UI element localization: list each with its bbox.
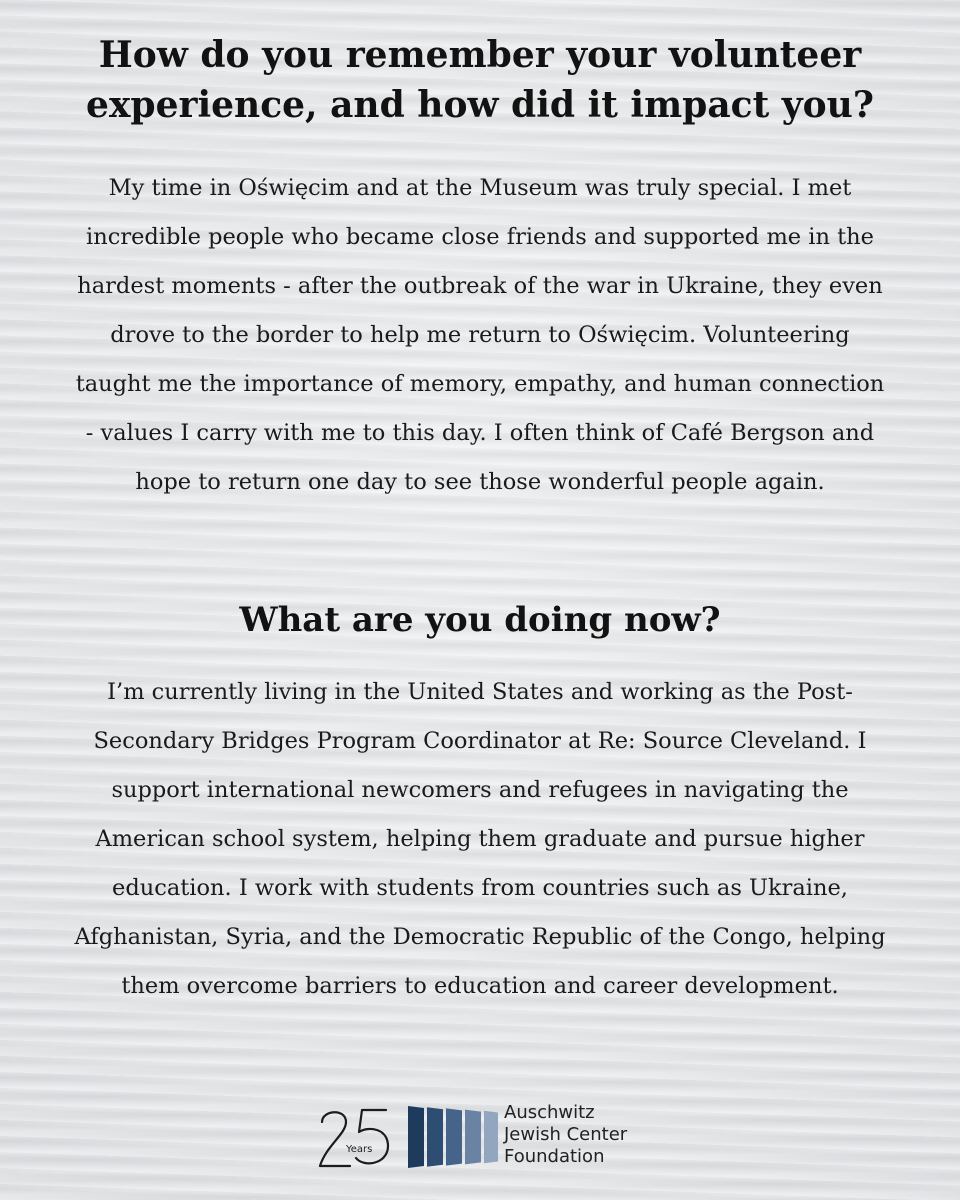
logo-bar	[427, 1107, 443, 1167]
foundation-bars-icon	[402, 1104, 498, 1170]
question-title-doing-now: What are you doing now?	[239, 600, 721, 640]
anniversary-years-label: Years	[346, 1144, 373, 1155]
logo-bar	[408, 1106, 424, 1168]
foundation-name	[504, 1102, 646, 1168]
logo-bar	[484, 1111, 498, 1163]
logo-bar	[446, 1108, 462, 1165]
question-title-volunteer-experience: How do you remember your volunteer experience, and how did it impact you?	[86, 34, 874, 126]
foundation-name-line-1: Auschwitz	[504, 1102, 595, 1123]
foundation-name-line-3: Foundation	[504, 1146, 605, 1167]
anniversary-25-years-logo	[316, 1102, 396, 1172]
answer-volunteer-experience: My time in Oświęcim and at the Museum was truly special. I met incredible people who became close friends and supported me in the hardest moments - after the outbreak of the war in Ukraine, they even drove to the border to help me return to Oświęcim. Volunteering taught me the importance of memory, empathy, and human connection - values I carry with me to this day. I often think of Café Bergson and hope to return one day to see those wonderful people again.	[75, 175, 885, 495]
foundation-logo	[316, 1102, 646, 1172]
logo-bar	[465, 1110, 481, 1165]
answer-doing-now: I’m currently living in the United States and working as the Post-Secondary Bridges Program Coordinator at Re: Source Cleveland. I support international newcomers and refugees in navigating the American school system, helping them graduate and pursue higher education. I work with students from countries such as Ukraine, Afghanistan, Syria, and the Democratic Republic of the Congo, helping them overcome barriers to education and career development.	[74, 679, 886, 999]
foundation-name-line-2: Jewish Center	[504, 1124, 628, 1145]
